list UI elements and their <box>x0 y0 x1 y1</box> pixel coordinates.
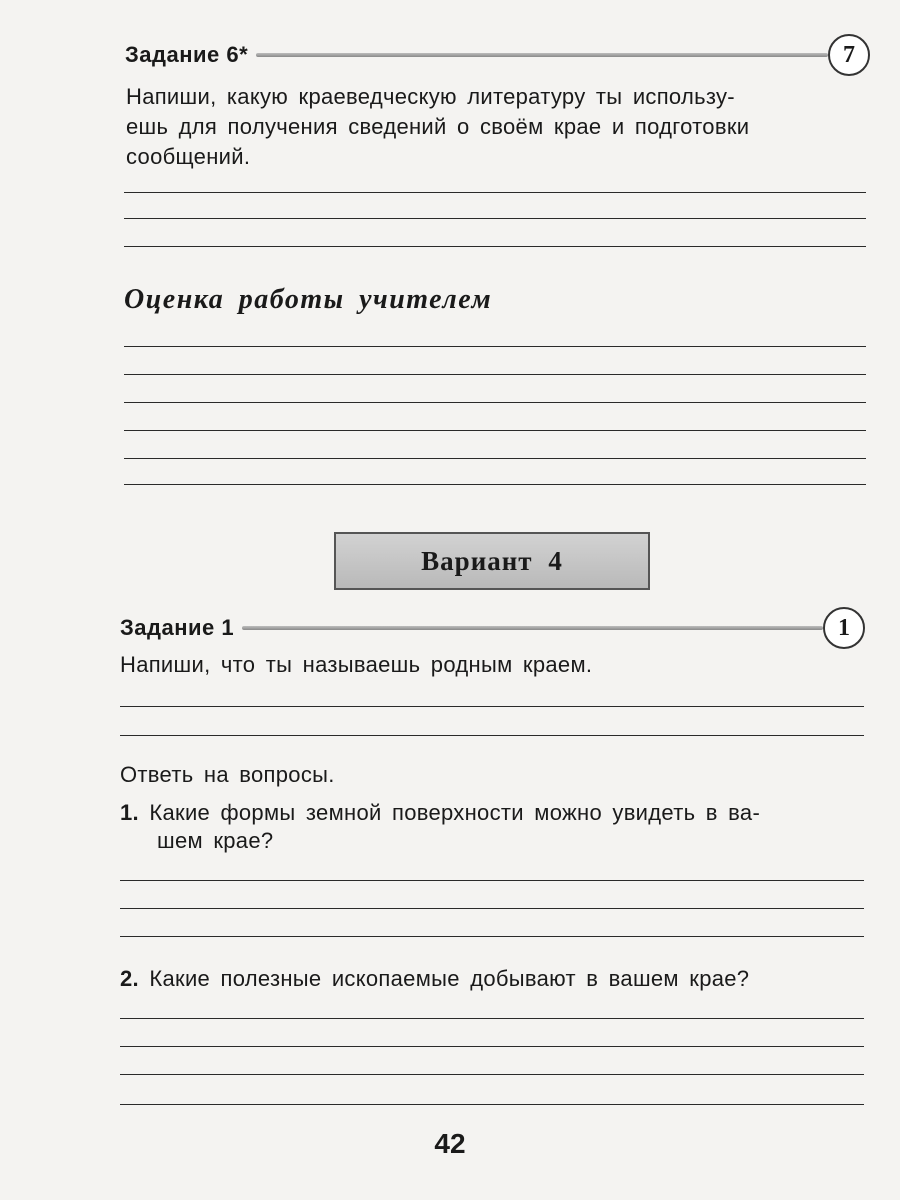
answer-line[interactable] <box>120 880 864 881</box>
task-6-text-line-1: Напиши, какую краеведческую литературу ты использу- <box>126 84 735 109</box>
grade-line[interactable] <box>124 458 866 459</box>
task-6-points-badge: 7 <box>828 34 870 76</box>
answer-intro: Ответь на вопросы. <box>120 762 335 787</box>
question-2-text: Какие полезные ископаемые добывают в вашем крае? <box>149 966 750 991</box>
page-number: 42 <box>434 1128 466 1159</box>
question-1-text-1: Какие формы земной поверхности можно увидеть в ва- <box>149 800 761 825</box>
task-1-prompt: Напиши, что ты называешь родным краем. <box>120 652 593 677</box>
grade-line[interactable] <box>124 374 866 375</box>
task-6-text-line-3: сообщений. <box>126 144 251 169</box>
answer-line[interactable] <box>124 218 866 219</box>
task-1-points-badge: 1 <box>823 607 865 649</box>
task-6-text-line-2: ешь для получения сведений о своём крае и подготовки <box>126 114 750 139</box>
grade-line[interactable] <box>124 484 866 485</box>
task-1-title: Задание 1 <box>120 615 235 640</box>
teacher-grade-title: Оценка работы учителем <box>124 284 493 315</box>
answer-line[interactable] <box>120 1046 864 1047</box>
grade-line[interactable] <box>124 430 866 431</box>
question-1-line-2: шем крае? <box>157 828 274 853</box>
answer-line[interactable] <box>120 1104 864 1105</box>
variant-heading-box <box>334 532 650 590</box>
task-6-header <box>125 34 870 76</box>
answer-line[interactable] <box>124 246 866 247</box>
task-1-header <box>120 607 865 649</box>
answer-line[interactable] <box>124 192 866 193</box>
task-1-rule <box>242 626 823 630</box>
question-1-line-1 <box>120 798 760 828</box>
answer-line[interactable] <box>120 706 864 707</box>
question-1-number: 1. <box>120 800 139 825</box>
question-2 <box>120 964 749 994</box>
task-6-title: Задание 6* <box>125 42 249 67</box>
answer-line[interactable] <box>120 936 864 937</box>
answer-line[interactable] <box>120 735 864 736</box>
variant-label: Вариант 4 <box>421 545 563 576</box>
answer-line[interactable] <box>120 1074 864 1075</box>
answer-line[interactable] <box>120 1018 864 1019</box>
grade-line[interactable] <box>124 346 866 347</box>
grade-line[interactable] <box>124 402 866 403</box>
answer-line[interactable] <box>120 908 864 909</box>
task-6-rule <box>256 53 828 57</box>
question-2-number: 2. <box>120 966 139 991</box>
